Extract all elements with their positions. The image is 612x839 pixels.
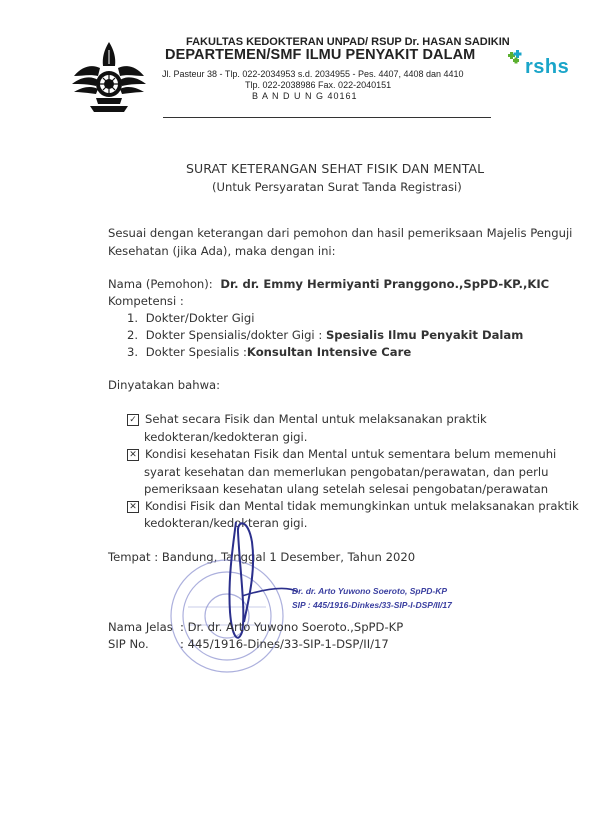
competency-text: Dokter Spesialis : <box>145 345 247 359</box>
faculty-name: FAKULTAS KEDOKTERAN UNPAD/ RSUP Dr. HASAN SADIKIN <box>186 36 510 48</box>
university-logo-icon <box>68 36 150 118</box>
competency-item <box>127 328 523 342</box>
option-line: syarat kesehatan dan memerlukan pengobatan/perawatan, dan perlu <box>144 465 549 479</box>
header-divider <box>163 117 491 118</box>
place-date-label: Tempat : <box>108 550 162 564</box>
signer-name-value: : Dr. dr. Arto Yuwono Soeroto.,SpPD-KP <box>180 620 404 634</box>
competency-number: 2. <box>127 328 139 342</box>
document-title: SURAT KETERANGAN SEHAT FISIK DAN MENTAL <box>186 161 485 176</box>
option-text: Kondisi Fisik dan Mental tidak memungkinkan untuk melaksanakan praktik <box>145 499 579 513</box>
signer-sip-value: : 445/1916-Dines/33-SIP-1-DSP/II/17 <box>180 637 389 651</box>
applicant-label: Nama (Pemohon): <box>108 277 213 291</box>
department-name: DEPARTEMEN/SMF ILMU PENYAKIT DALAM <box>165 47 476 63</box>
option-checked <box>127 412 540 426</box>
stamp-sip: SIP : 445/1916-Dinkes/33-SIP-I-DSP/II/17 <box>292 600 452 610</box>
declare-label: Dinyatakan bahwa: <box>108 378 221 392</box>
option-crossed <box>127 447 556 461</box>
intro-line-1: Sesuai dengan keterangan dari pemohon dan hasil pemeriksaan Majelis Penguji <box>108 226 573 240</box>
competency-text: Dokter Spensialis/dokter Gigi : <box>145 328 326 342</box>
competency-item <box>127 311 255 325</box>
stamp-doctor-name: Dr. dr. Arto Yuwono Soeroto, SpPD-KP <box>292 586 448 596</box>
competency-item <box>127 345 411 359</box>
rshs-logo-text: rshs <box>525 56 570 78</box>
option-line: kedokteran/kedokteran gigi. <box>144 516 308 530</box>
applicant-name: Dr. dr. Emmy Hermiyanti Pranggono.,SpPD-KP.,KIC <box>220 277 550 291</box>
checkbox-crossed-icon: ✕ <box>127 501 139 513</box>
document-subtitle: (Untuk Persyaratan Surat Tanda Registrasi) <box>212 180 462 194</box>
option-line: kedokteran/kedokteran gigi. <box>144 430 308 444</box>
option-text: Kondisi kesehatan Fisik dan Mental untuk sementara belum memenuhi <box>145 447 557 461</box>
signer-name-label: Nama Jelas <box>108 620 173 634</box>
competency-value: Konsultan Intensive Care <box>246 345 412 359</box>
option-crossed <box>127 499 579 513</box>
competency-number: 1. <box>127 311 139 325</box>
option-text: Sehat secara Fisik dan Mental untuk melaksanakan praktik <box>145 412 487 426</box>
checkbox-checked-icon: ✓ <box>127 414 139 426</box>
intro-line-2: Kesehatan (jika Ada), maka dengan ini: <box>108 244 336 258</box>
place-date-value: Bandung, Tanggal 1 Desember, Tahun 2020 <box>161 550 416 564</box>
competency-value: Spesialis Ilmu Penyakit Dalam <box>325 328 524 342</box>
city-line: B A N D U N G 40161 <box>252 91 358 101</box>
rshs-cross-icon <box>506 48 526 68</box>
competency-label: Kompetensi : <box>108 294 184 308</box>
checkbox-crossed-icon: ✕ <box>127 449 139 461</box>
competency-text: Dokter/Dokter Gigi <box>145 311 255 325</box>
phone-line: Tlp. 022-2038986 Fax. 022-2040151 <box>245 80 392 90</box>
competency-number: 3. <box>127 345 139 359</box>
option-line: pemeriksaan kesehatan ulang setelah selesai pengobatan/perawatan <box>144 482 549 496</box>
address-line: Jl. Pasteur 38 - Tlp. 022-2034953 s.d. 2034955 - Pes. 4407, 4408 dan 4410 <box>162 69 464 79</box>
option-line <box>145 412 540 426</box>
signer-sip-label: SIP No. <box>108 637 149 651</box>
applicant-row <box>108 277 549 291</box>
